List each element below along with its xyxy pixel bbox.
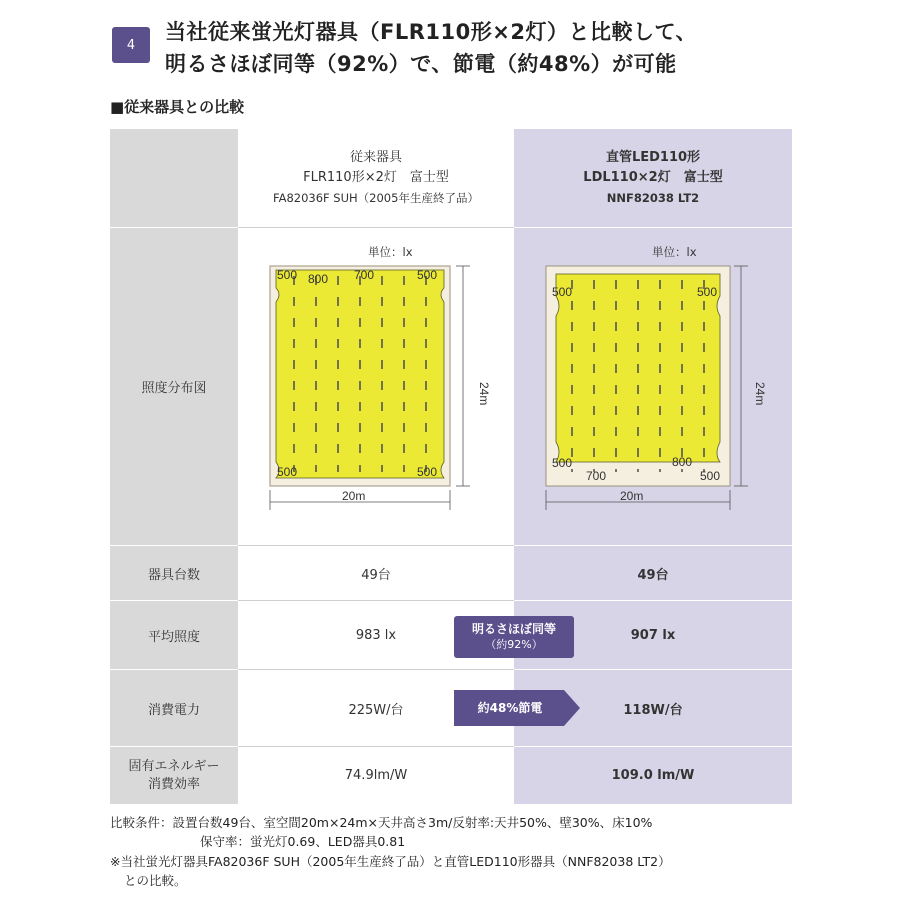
old-power-consumption: 225W/台 xyxy=(348,702,404,718)
energy-efficiency-label xyxy=(110,747,238,804)
old-energy-efficiency: 74.9lm/W xyxy=(344,768,408,783)
row-divider xyxy=(238,227,514,228)
new-fixture-spec: LDL110×2灯 富士型 xyxy=(583,170,723,185)
section-number-badge: 4 xyxy=(112,27,150,63)
illuminance-map-label: 照度分布図 xyxy=(141,380,207,396)
new-map-unit: 単位：lx xyxy=(652,245,697,259)
new-contour-label: 800 xyxy=(672,455,693,469)
saving-callout-text: 約48%節電 xyxy=(477,701,543,715)
old-contour-label: 700 xyxy=(354,268,375,282)
new-illuminance-map xyxy=(542,262,767,524)
brightness-callout-text: 明るさほぼ同等 xyxy=(471,622,556,636)
new-contour-label: 500 xyxy=(697,285,718,299)
old-map-height-label: 24m xyxy=(477,382,491,406)
fixture-count-label: 器具台数 xyxy=(147,567,200,583)
new-fixture-header xyxy=(514,129,792,227)
old-contour-label: 500 xyxy=(417,465,438,479)
new-power-consumption: 118W/台 xyxy=(623,702,683,718)
old-fixture-spec: FLR110形×2灯 富士型 xyxy=(303,170,449,185)
old-fixture-count: 49台 xyxy=(361,567,391,583)
old-fixture-model: FA82036F SUH（2005年生産終了品） xyxy=(273,191,479,205)
new-fixture-type: 直管LED110形 xyxy=(605,150,701,165)
row-divider xyxy=(238,746,514,747)
footnote-line-2: との比較。 xyxy=(124,873,187,888)
new-fixture-model: NNF82038 LT2 xyxy=(606,191,700,205)
row-divider xyxy=(238,545,514,546)
old-map-unit: 単位：lx xyxy=(368,245,413,259)
footnote-line-1: ※当社蛍光灯器具FA82036F SUH（2005年生産終了品）と直管LED110形器具（NNF82038 LT2） xyxy=(110,854,671,869)
old-map-width-label: 20m xyxy=(342,489,366,503)
new-contour-label: 500 xyxy=(700,469,721,483)
old-fixture-header xyxy=(238,129,514,227)
new-contour-label: 700 xyxy=(586,469,607,483)
energy-efficiency-label-line1: 固有エネルギー xyxy=(128,758,220,774)
new-avg-illuminance: 907 lx xyxy=(630,627,676,643)
old-contour-label: 500 xyxy=(277,465,298,479)
energy-efficiency-label-line2: 消費効率 xyxy=(147,776,200,792)
new-contour-label: 500 xyxy=(552,456,573,470)
old-fixture-type: 従来器具 xyxy=(349,150,402,165)
power-consumption-label: 消費電力 xyxy=(147,702,200,718)
row-divider xyxy=(238,669,514,670)
new-fixture-count: 49台 xyxy=(637,567,669,583)
new-contour-label: 500 xyxy=(552,285,573,299)
new-energy-efficiency: 109.0 lm/W xyxy=(611,768,695,783)
section-title: ■従来器具との比較 xyxy=(110,98,245,116)
row-divider xyxy=(238,600,514,601)
new-map-width-label: 20m xyxy=(620,489,644,503)
maintenance-factor-note: 保守率：蛍光灯0.69、LED器具0.81 xyxy=(200,834,406,849)
old-illuminance-map xyxy=(262,262,491,524)
headline-line-1: 当社従来蛍光灯器具（FLR110形×2灯）と比較して、 xyxy=(165,20,698,44)
comparison-conditions: 比較条件：設置台数49台、室空間20m×24m×天井高さ3m/反射率:天井50%、壁30%、床10% xyxy=(110,815,653,830)
brightness-callout xyxy=(454,616,574,658)
headline-line-2: 明るさほぼ同等（92%）で、節電（約48%）が可能 xyxy=(165,52,677,76)
old-contour-label: 500 xyxy=(277,268,298,282)
old-avg-illuminance: 983 lx xyxy=(355,627,397,643)
old-contour-label: 800 xyxy=(308,272,329,286)
old-contour-label: 500 xyxy=(417,268,438,282)
avg-illuminance-label: 平均照度 xyxy=(147,629,200,645)
brightness-callout-percent: （約92%） xyxy=(485,638,543,651)
new-map-height-label: 24m xyxy=(753,382,767,406)
